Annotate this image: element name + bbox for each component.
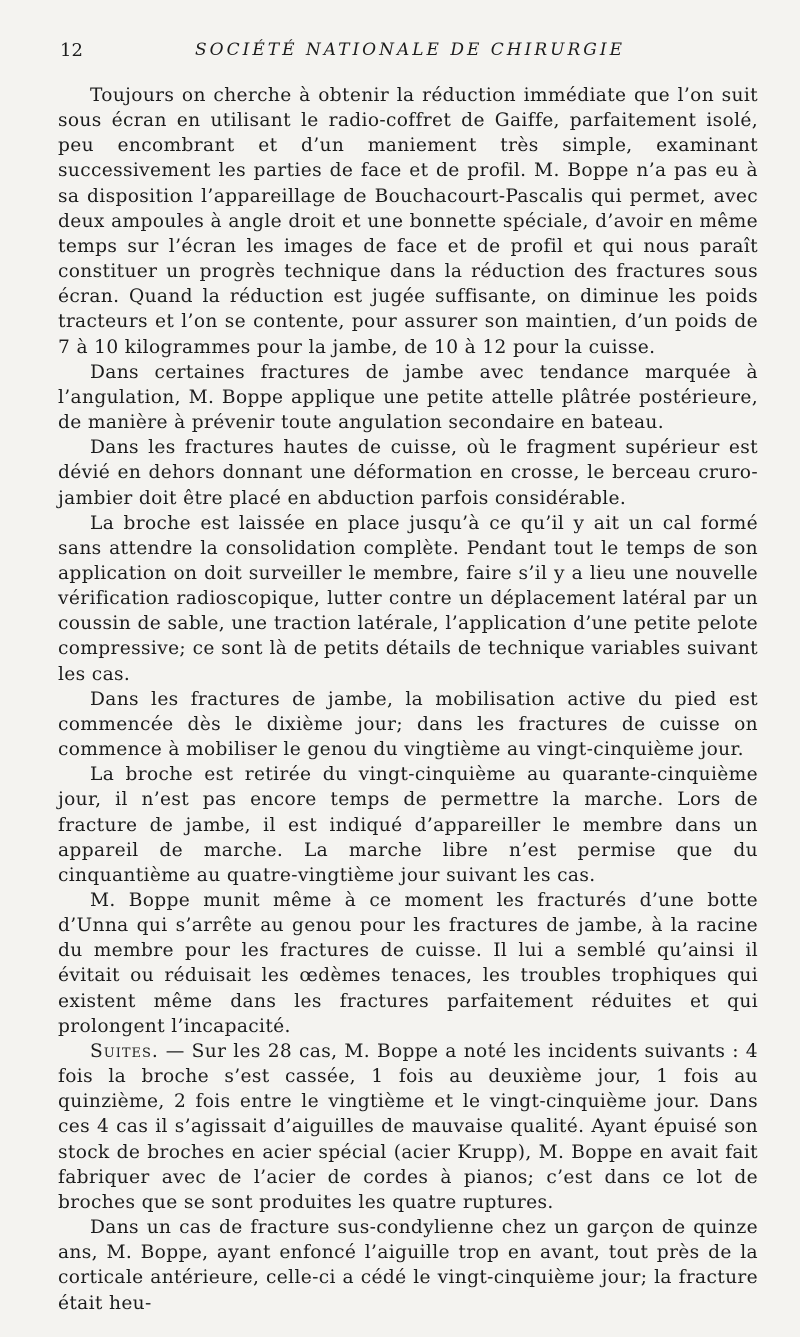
paragraph: Dans les fractures hautes de cuisse, où le fragment supérieur est dévié en dehors donnant une déformation en crosse, le berceau cruro-jambier doit être placé en abduction parfois considérable. [58, 437, 758, 509]
section-lead: Suites. [90, 1040, 159, 1062]
page-header [60, 40, 760, 62]
page-number: 12 [60, 40, 83, 61]
paragraph: Toujours on cherche à obtenir la réduction immédiate que l’on suit sous écran en utilisant le radio-coffret de Gaiffe, parfaitement isolé, peu encombrant et d’un maniement très simple, examinant successivement les parties de face et de profil. M. Boppe n’a pas eu à sa disposition l’appareillage de Bouchacourt-Pascalis qui permet, avec deux ampoules à angle droit et une bonnette spéciale, d’avoir en même temps sur l’écran les images de face et de profil et qui nous paraît constituer un progrès technique dans la réduction des fractures sous écran. Quand la réduction est jugée suffisante, on diminue les poids tracteurs et l’on se contente, pour assurer son maintien, d’un poids de 7 à 10 kilogrammes pour la jambe, de 10 à 12 pour la cuisse. [58, 85, 758, 358]
paragraph: Dans un cas de fracture sus-condylienne chez un garçon de quinze ans, M. Boppe, ayant enfoncé l’aiguille trop en avant, tout près de la corticale antérieure, celle-ci a cédé le vingt-cinquième jour; la fracture était heu- [58, 1217, 758, 1314]
paragraph: M. Boppe munit même à ce moment les fracturés d’une botte d’Unna qui s’arrête au genou pour les fractures de jambe, à la racine du membre pour les fractures de cuisse. Il lui a semblé qu’ainsi il évitait ou réduisait les œdèmes tenaces, les troubles trophiques qui existent même dans les fractures parfaitement réduites et qui prolongent l’incapacité. [58, 890, 758, 1037]
paragraph: La broche est laissée en place jusqu’à ce qu’il y ait un cal formé sans attendre la consolidation complète. Pendant tout le temps de son application on doit surveiller le membre, faire s’il y a lieu une nouvelle vérification radioscopique, lutter contre un déplacement latéral par un coussin de sable, une traction latérale, l’application d’une petite pelote compressive; ce sont là de petits détails de technique variables suivant les cas. [58, 512, 758, 685]
running-title: SOCIÉTÉ NATIONALE DE CHIRURGIE [195, 40, 625, 60]
paragraph: Dans certaines fractures de jambe avec tendance marquée à l’angulation, M. Boppe applique une petite attelle plâtrée postérieure, de manière à prévenir toute angulation secondaire en bateau. [58, 361, 758, 434]
body-text [58, 83, 758, 1316]
paragraph: Dans les fractures de jambe, la mobilisation active du pied est commencée dès le dixième jour; dans les fractures de cuisse on commence à mobiliser le genou du vingtième au vingt-cinquième jour. [58, 688, 758, 761]
paragraph-suites: Suites. — Sur les 28 cas, M. Boppe a noté les incidents suivants : 4 fois la broche s’est cassée, 1 fois au deuxième jour, 1 fois au quinzième, 2 fois entre le vingtième et le vingt-cinquième jour. Dans ces 4 cas il s’agissait d’aiguilles de mauvaise qualité. Ayant épuisé son stock de broches en acier spécial (acier Krupp), M. Boppe en avait fait fabriquer avec de l’acier de cordes à pianos; c’est dans ce lot de broches que se sont produites les quatre ruptures. [58, 1040, 758, 1213]
paragraph: La broche est retirée du vingt-cinquième au quarante-cinquième jour, il n’est pas encore temps de permettre la marche. Lors de fracture de jambe, il est indiqué d’appareiller le membre dans un appareil de marche. La marche libre n’est permise que du cinquantième au quatre-vingtième jour suivant les cas. [58, 764, 758, 886]
